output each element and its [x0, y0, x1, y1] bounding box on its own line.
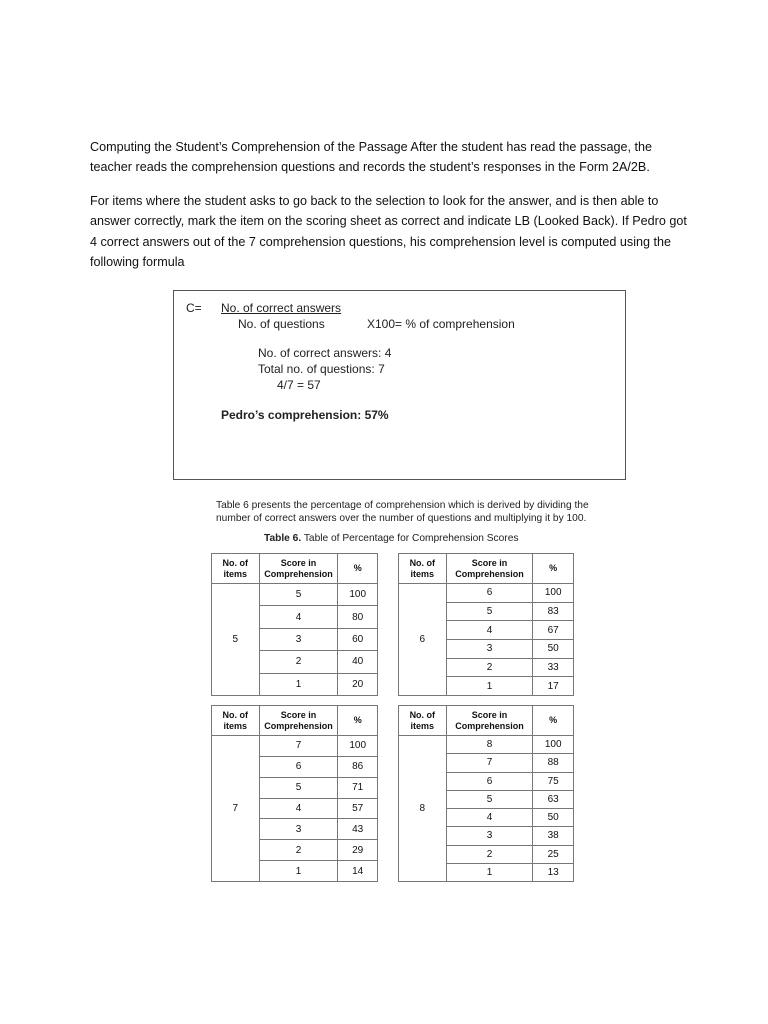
score-cell: 6 — [446, 584, 533, 603]
score-table-8 — [398, 705, 574, 882]
total-questions-line: Total no. of questions: 7 — [258, 362, 385, 376]
table-row — [212, 736, 378, 757]
percent-cell: 67 — [533, 621, 574, 640]
header-items: No. of items — [399, 554, 447, 584]
percent-cell: 71 — [338, 777, 378, 798]
header-percent: % — [338, 554, 378, 584]
percent-cell: 86 — [338, 756, 378, 777]
score-cell: 6 — [259, 756, 338, 777]
score-cell: 7 — [259, 736, 338, 757]
table-title — [264, 533, 518, 544]
paragraph-instructions: For items where the student asks to go back to the selection to look for the answer, and is then able to answer correctly, mark the item on the scoring sheet as correct and indicate LB (Looked Back). If Pedro got 4 correct answers out of the 7 comprehension questions, his comprehension level is computed using the following formula — [90, 193, 687, 270]
score-cell: 3 — [446, 639, 533, 658]
percent-cell: 33 — [533, 658, 574, 677]
table-title-label: Table 6. — [264, 533, 302, 544]
percent-cell: 50 — [533, 639, 574, 658]
score-cell: 4 — [259, 798, 338, 819]
percent-cell: 43 — [338, 819, 378, 840]
score-cell: 3 — [259, 628, 338, 650]
score-cell: 2 — [259, 651, 338, 673]
score-cell: 1 — [446, 863, 533, 881]
header-score: Score in Comprehension — [446, 706, 533, 736]
score-cell: 1 — [259, 861, 338, 882]
score-cell: 2 — [259, 840, 338, 861]
percent-cell: 63 — [533, 790, 574, 808]
comprehension-result: Pedro’s comprehension: 57% — [221, 408, 389, 422]
score-cell: 8 — [446, 736, 533, 754]
correct-answers-line: No. of correct answers: 4 — [258, 346, 392, 360]
table-caption: Table 6 presents the percentage of comprehension which is derived by dividing the number of correct answers over the number of questions and multiplying it by 100. — [216, 500, 589, 524]
table-row — [399, 736, 574, 754]
percent-cell: 13 — [533, 863, 574, 881]
calculation-line: 4/7 = 57 — [277, 378, 321, 392]
table-row — [399, 584, 574, 603]
score-table-7 — [211, 705, 378, 882]
score-cell: 2 — [446, 845, 533, 863]
score-cell: 7 — [446, 754, 533, 772]
formula-numerator: No. of correct answers — [221, 301, 342, 315]
score-cell: 3 — [446, 827, 533, 845]
percent-cell: 100 — [338, 736, 378, 757]
header-items: No. of items — [212, 706, 260, 736]
percent-cell: 25 — [533, 845, 574, 863]
percent-cell: 40 — [338, 651, 378, 673]
header-score: Score in Comprehension — [446, 554, 533, 584]
items-count-cell: 5 — [212, 584, 260, 696]
percent-cell: 14 — [338, 861, 378, 882]
score-cell: 1 — [446, 677, 533, 696]
percent-cell: 100 — [533, 584, 574, 603]
score-cell: 5 — [259, 584, 338, 606]
percent-cell: 50 — [533, 809, 574, 827]
header-items: No. of items — [212, 554, 260, 584]
header-score: Score in Comprehension — [259, 706, 338, 736]
items-count-cell: 6 — [399, 584, 447, 696]
percent-cell: 100 — [533, 736, 574, 754]
percent-cell: 60 — [338, 628, 378, 650]
percent-cell: 57 — [338, 798, 378, 819]
items-count-cell: 8 — [399, 736, 447, 882]
percent-cell: 29 — [338, 840, 378, 861]
percent-cell: 75 — [533, 772, 574, 790]
percent-cell: 100 — [338, 584, 378, 606]
formula-denominator: No. of questions — [238, 317, 325, 331]
formula-box — [173, 290, 626, 480]
formula-c-label: C= — [186, 301, 202, 315]
score-cell: 4 — [446, 621, 533, 640]
formula-multiplier: X100= % of comprehension — [367, 317, 515, 331]
score-cell: 4 — [259, 606, 338, 628]
header-percent: % — [533, 706, 574, 736]
percent-cell: 20 — [338, 673, 378, 695]
score-cell: 1 — [259, 673, 338, 695]
percent-cell: 83 — [533, 602, 574, 621]
score-table-6 — [398, 553, 574, 696]
percent-cell: 88 — [533, 754, 574, 772]
table-title-text: Table of Percentage for Comprehension Scores — [301, 533, 519, 544]
score-cell: 5 — [259, 777, 338, 798]
table-row — [212, 584, 378, 606]
paragraph-intro: Computing the Student’s Comprehension of the Passage After the student has read the passage, the teacher reads the comprehension questions and records the student’s responses in the Form 2A/2B. — [90, 139, 652, 175]
score-cell: 5 — [446, 790, 533, 808]
header-percent: % — [533, 554, 574, 584]
score-cell: 3 — [259, 819, 338, 840]
percent-cell: 38 — [533, 827, 574, 845]
score-table-5 — [211, 553, 378, 696]
score-cell: 2 — [446, 658, 533, 677]
score-cell: 6 — [446, 772, 533, 790]
header-score: Score in Comprehension — [259, 554, 338, 584]
score-cell: 5 — [446, 602, 533, 621]
header-percent: % — [338, 706, 378, 736]
percent-cell: 17 — [533, 677, 574, 696]
percent-cell: 80 — [338, 606, 378, 628]
items-count-cell: 7 — [212, 736, 260, 882]
header-items: No. of items — [399, 706, 447, 736]
score-cell: 4 — [446, 809, 533, 827]
